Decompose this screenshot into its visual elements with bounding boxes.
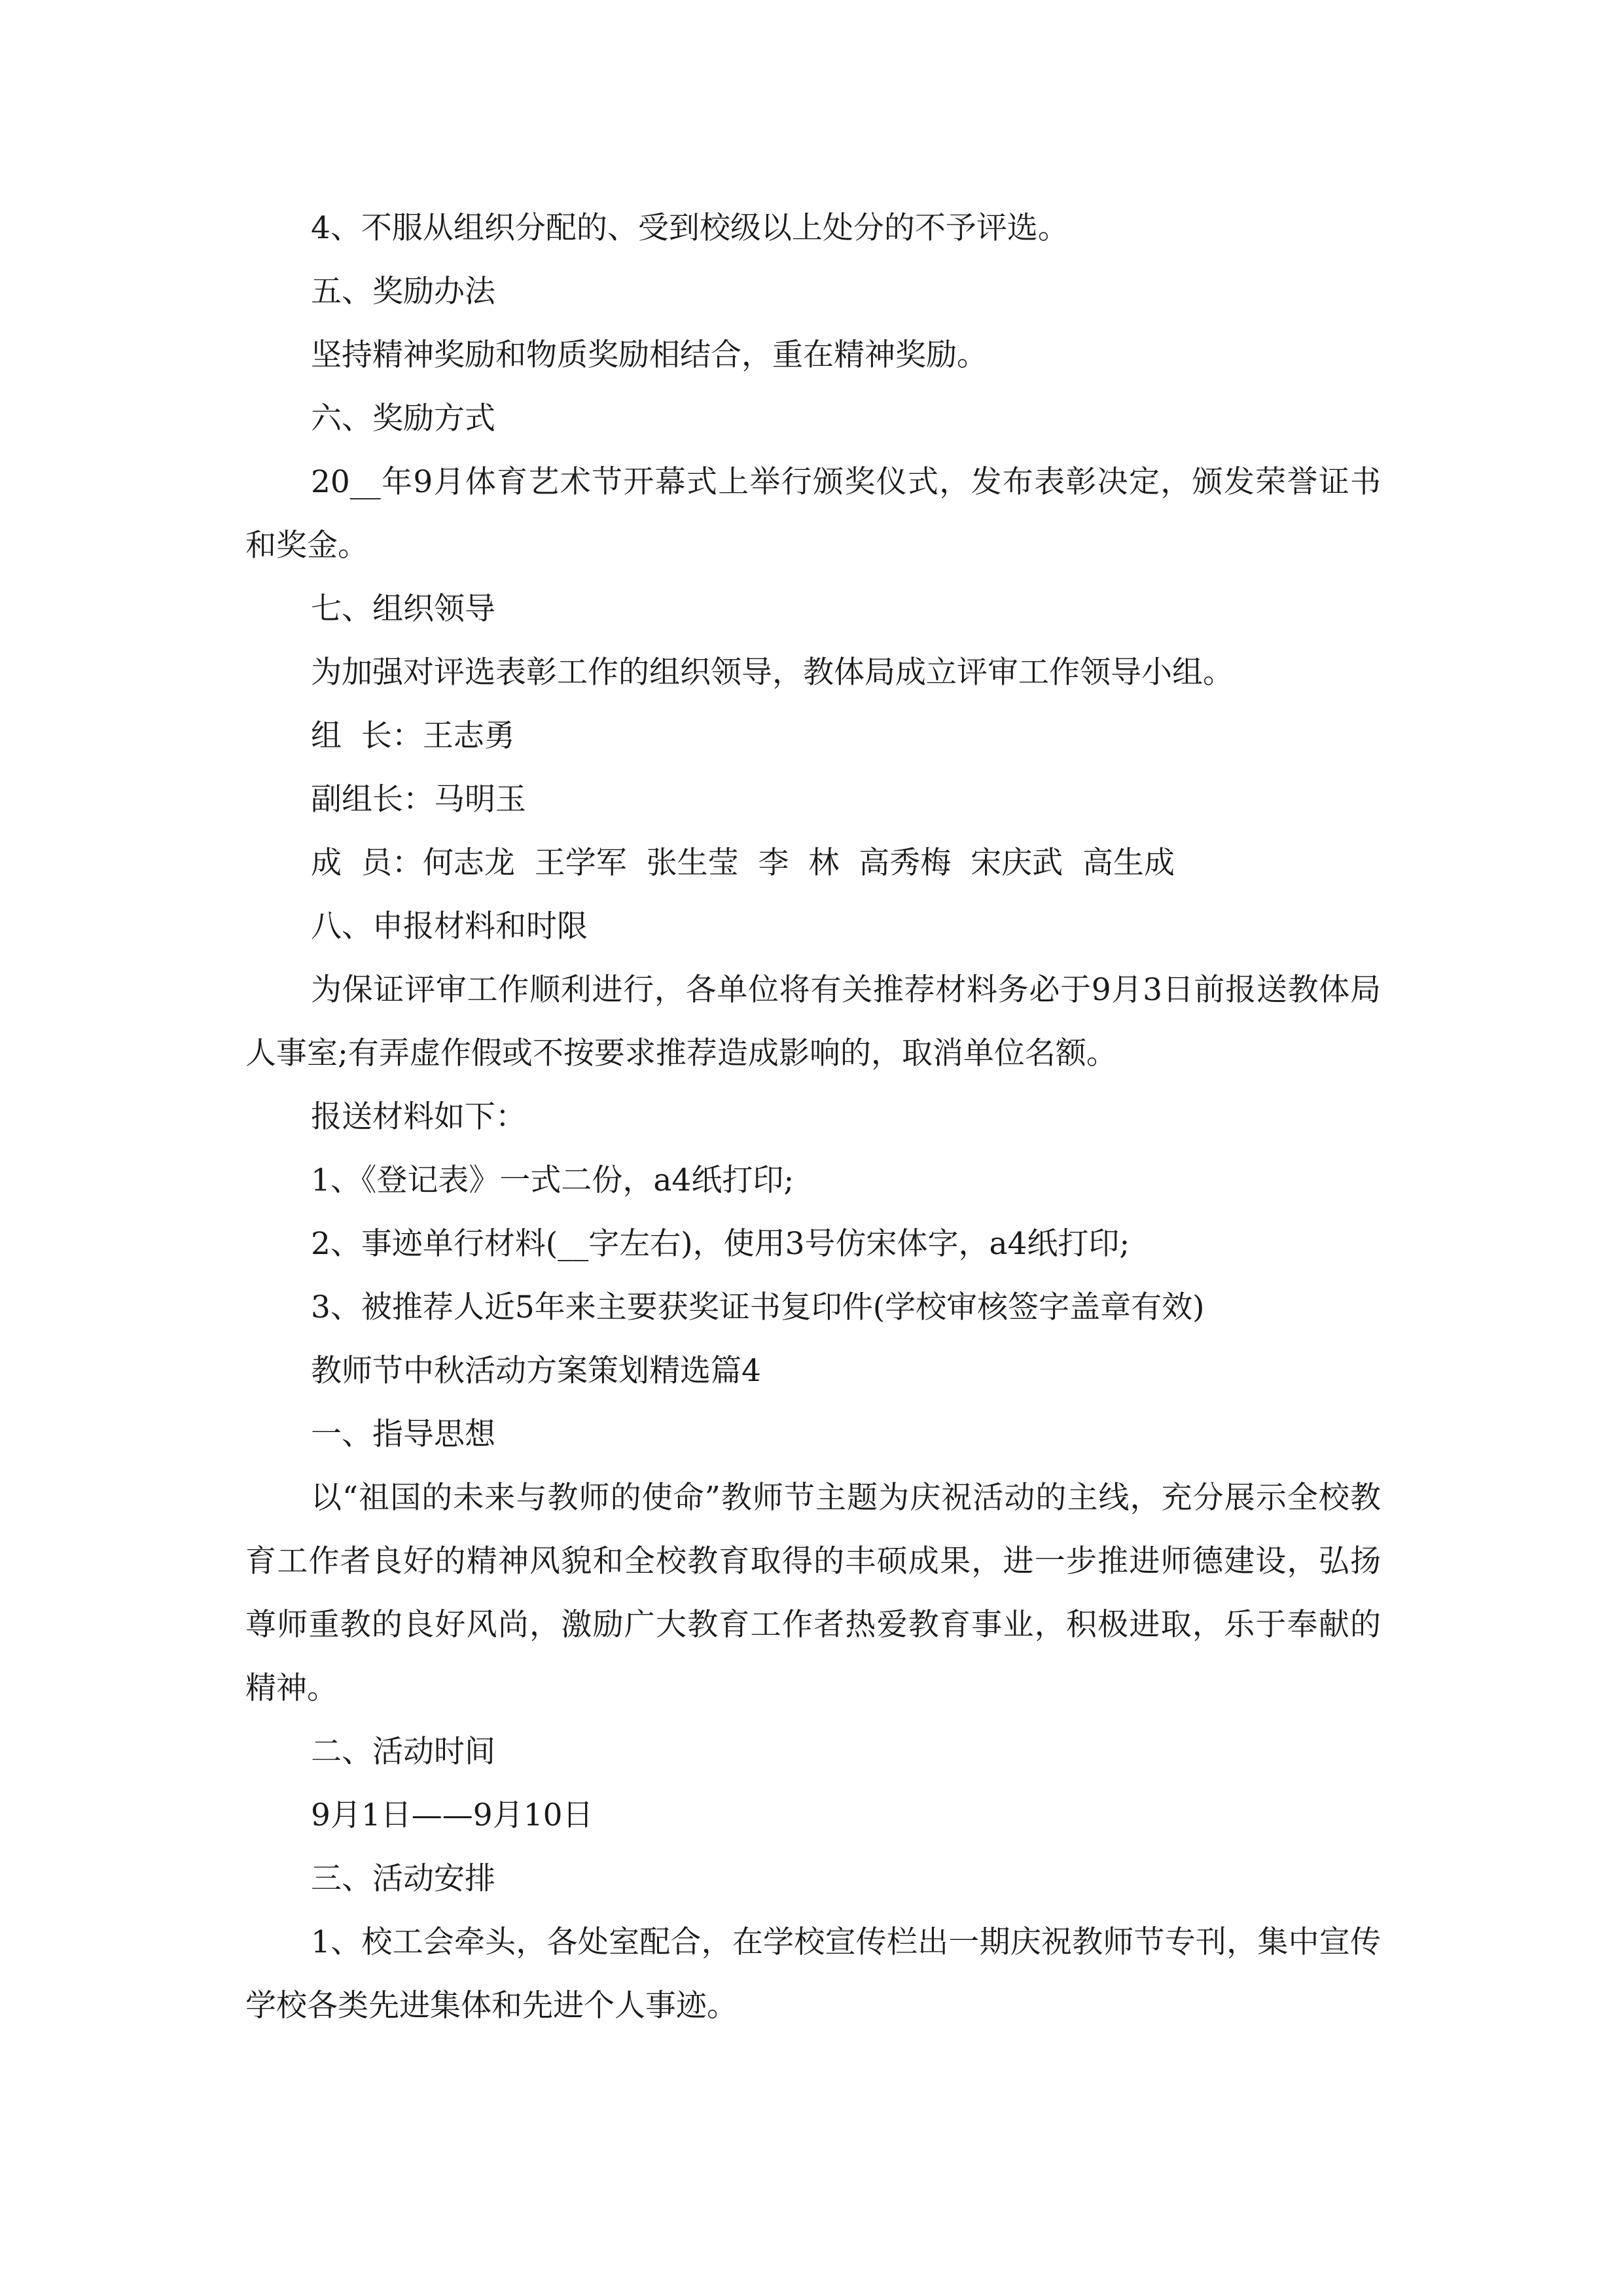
paragraph-reward-form: 20__年9月体育艺术节开幕式上举行颁奖仪式，发布表彰决定，颁发荣誉证书和奖金。 (245, 464, 1381, 564)
paragraph-materials-list-intro: 报送材料如下： (311, 1099, 526, 1135)
materials-item-2: 2、事迹单行材料(__字左右)，使用3号仿宋体字，a4纸打印; (311, 1226, 1130, 1262)
section-heading-materials: 八、申报材料和时限 (311, 908, 588, 944)
members-line: 成 员：何志龙 王学军 张生莹 李 林 高秀梅 宋庆武 高生成 (311, 845, 1175, 881)
materials-item-1: 1、《登记表》一式二份，a4纸打印; (311, 1162, 794, 1198)
paragraph-activity-arrangement-1: 1、校工会牵头，各处室配合，在学校宣传栏出一期庆祝教师节专刊，集中宣传学校各类先进集体和先进个人事迹。 (245, 1924, 1381, 2024)
paragraph-materials-deadline: 为保证评审工作顺利进行，各单位将有关推荐材料务必于9月3日前报送教体局人事室;有弄虚作假或不按要求推荐造成影响的，取消单位名额。 (245, 972, 1381, 1071)
section-heading-reward-form: 六、奖励方式 (311, 401, 495, 437)
leader-line: 组 长：王志勇 (311, 718, 515, 754)
deputy-leader-line: 副组长：马明玉 (311, 781, 526, 817)
section-heading-leadership: 七、组织领导 (311, 591, 495, 627)
paragraph-guiding-ideology: 以“祖国的未来与教师的使命”教师节主题为庆祝活动的主线，充分展示全校教育工作者良好的精神风貌和全校教育取得的丰硕成果，进一步推进师德建设，弘扬尊师重教的良好风尚，激励广大教育工作者热爱教育事业，积极进取，乐于奉献的精神。 (245, 1480, 1381, 1706)
article-title-part-4: 教师节中秋活动方案策划精选篇4 (311, 1353, 761, 1389)
paragraph-activity-time: 9月1日——9月10日 (311, 1797, 594, 1833)
section-heading-activity-arrangement: 三、活动安排 (311, 1861, 495, 1897)
paragraph-reward-method: 坚持精神奖励和物质奖励相结合，重在精神奖励。 (311, 337, 988, 373)
section-heading-activity-time: 二、活动时间 (311, 1734, 495, 1770)
materials-item-3: 3、被推荐人近5年来主要获奖证书复印件(学校审核签字盖章有效) (311, 1289, 1205, 1325)
section-heading-reward-method: 五、奖励办法 (311, 274, 495, 310)
section-heading-guiding-ideology: 一、指导思想 (311, 1416, 495, 1452)
paragraph-leadership: 为加强对评选表彰工作的组织领导，教体局成立评审工作领导小组。 (311, 655, 1234, 691)
paragraph-criteria-4: 4、不服从组织分配的、受到校级以上处分的不予评选。 (311, 210, 1069, 246)
document-body (245, 196, 1381, 2037)
